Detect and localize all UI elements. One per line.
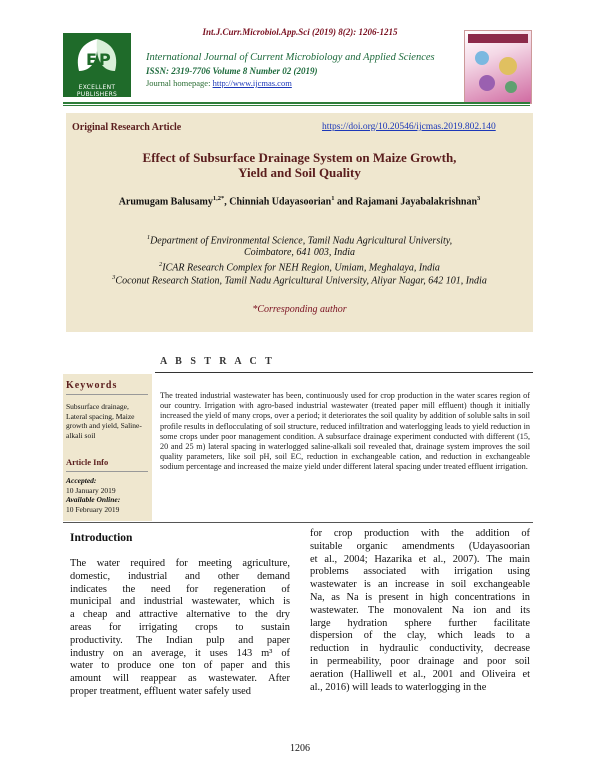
body-text-line: The water required for meeting agriculture, [70,558,290,569]
author-separator: and [334,196,356,208]
author-list [66,195,533,207]
author-affiliation-marker: 1 [331,195,335,202]
cover-banner [468,34,528,43]
cover-graphic [479,75,495,91]
available-online-date: 10 February 2019 [66,505,120,514]
sidebar-divider [66,394,148,395]
section-heading-introduction: Introduction [70,532,133,544]
affiliation-number: 3 [112,274,116,281]
body-text-line: reduction in hydraulic conductivity, decrease [310,643,530,655]
keywords-list: Subsurface drainage, Lateral spacing, Maize growth and yield, Saline-alkali soil [66,402,142,440]
doi-link[interactable]: https://doi.org/10.20546/ijcmas.2019.802.140 [322,122,496,132]
affiliation [66,261,533,273]
logo-tagline: EXCELLENT PUBLISHERS [76,84,118,98]
body-text-line: a cheap and attractive alternative to the dry [70,609,290,621]
body-text-line: wastewater. The monovalent Na ion and its [310,604,530,616]
homepage-link[interactable]: http://www.ijcmas.com [212,78,292,88]
sidebar-divider [66,471,148,472]
affiliation-number: 2 [159,261,163,268]
body-text-line: aeration (Halliwell et al., 2001 and Oliveira et [310,668,530,680]
body-text-line: dispersion of the clay, which leads to a [310,630,530,642]
abstract-text: The treated industrial wastewater has been, continuously used for crop production in the water scares region of our country. Irrigation with agro-based industrial wastewater (treated paper mill effluent) though it initially increased the yield of many crops, over a period; it deteriorates the soil quality by addition of soluble salts in soil profile results in deflocculating of soil structure, reduced infiltration and waterlogging leads to yield reduction in some crops under poor management condition. A subsurface drainage experiment conducted with different (15, 20 and 25 m) lateral spacing in waterlogged saline-alkali soil revealed that, drainage system improves the soil quality parameters, like soil pH, soil EC, reduction in exchangeable cation, and reduction in exchangeable sodium percentage and increased the maize yield under different lateral spacing under treated effluent irrigation. [160,391,530,472]
homepage-label: Journal homepage: [146,78,213,88]
body-text-line: suitable organic amendments (Udayasoorian [310,540,530,552]
author-name: Rajamani Jayabalakrishnan [355,196,478,208]
body-column-right [310,528,530,694]
body-text-line: al., 2016) will leads to waterlogging in the [310,681,487,693]
body-text-line: municipal and industrial wastewater, which is [70,596,290,608]
journal-cover-image [464,30,532,104]
article-type: Original Research Article [72,122,182,133]
author-name: Chinniah Udayasoorian [229,196,332,208]
body-column-left [70,558,290,699]
affiliation: Coimbatore, 641 003, India [243,247,355,258]
cover-graphic [505,81,517,93]
cover-graphic [475,51,489,65]
corresponding-author-note: *Corresponding author [252,304,347,315]
svg-text:E: E [86,50,97,69]
article-title: Yield and Soil Quality [238,165,361,180]
available-online-label: Available Online: [66,495,121,504]
body-text-line: industry on an average, it uses 143 m³ of [70,647,290,659]
header-divider [63,105,530,106]
abstract-heading: A B S T R A C T [160,356,275,367]
body-text-line: problems associated with irrigation using [310,566,530,578]
body-text-line: large hydration sphere further facilitate [310,617,530,629]
affiliation-text: ICAR Research Complex for NEH Region, Umiam, Meghalaya, India [162,262,440,274]
body-text-line: water to produce one ton of paper and this [70,660,290,672]
affiliation-number: 1 [146,234,151,241]
author-name: Arumugam Balusamy [118,196,213,208]
abstract-divider [63,522,533,523]
header-divider [63,102,530,104]
cover-graphic [499,57,517,75]
journal-homepage [146,78,292,88]
body-text-line: indicates the need for regeneration of [70,583,290,595]
body-text-line: proper treatment, effluent water safely used [70,685,251,697]
body-text-line: amount will reappear as wastewater. After [70,673,290,685]
body-text-line: wastewater is an increase in soil exchangeable [310,579,530,591]
publisher-logo [63,33,131,97]
accepted-date: 10 January 2019 [66,486,116,495]
title-block-background [66,113,533,332]
article-title: Effect of Subsurface Drainage System on Maize Growth, [142,150,457,165]
affiliation [66,274,533,286]
affiliation-text: Department of Environmental Science, Tamil Nadu Agricultural University, [150,235,453,247]
author-affiliation-marker: 1,2* [212,195,225,202]
abstract-divider [155,372,533,373]
body-text-line: areas for irrigating crops to sustain [70,621,290,633]
keywords-heading: Keywords [66,380,118,391]
journal-reference: Int.J.Curr.Microbiol.App.Sci (2019) 8(2): 1206-1215 [202,27,398,37]
body-text-line: for crop production with the addition of [310,528,530,539]
page-number: 1206 [290,743,310,754]
journal-issn: ISSN: 2319-7706 Volume 8 Number 02 (2019) [146,66,318,76]
svg-text:P: P [99,50,111,69]
journal-name: International Journal of Current Microbiology and Applied Sciences [146,52,435,63]
body-text-line: et al., 2004; Hazarika et al., 2007). The main [310,553,530,565]
affiliation [66,234,533,246]
author-separator: , [224,196,230,208]
body-text-line: productivity. The Indian pulp and paper [70,634,290,646]
affiliation-text: Coconut Research Station, Tamil Nadu Agricultural University, Aliyar Nagar, 642 101, India [115,275,487,287]
body-text-line: domestic, industrial and other demand [70,570,290,582]
body-text-line: Na, as Na is present in high concentrations in [310,591,530,603]
body-text-line: in permeability, poor drainage and poor soil [310,655,530,667]
leaf-logo-icon [69,37,125,81]
article-info-heading: Article Info [66,457,109,467]
accepted-label: Accepted: [66,476,97,485]
author-affiliation-marker: 3 [477,195,481,202]
